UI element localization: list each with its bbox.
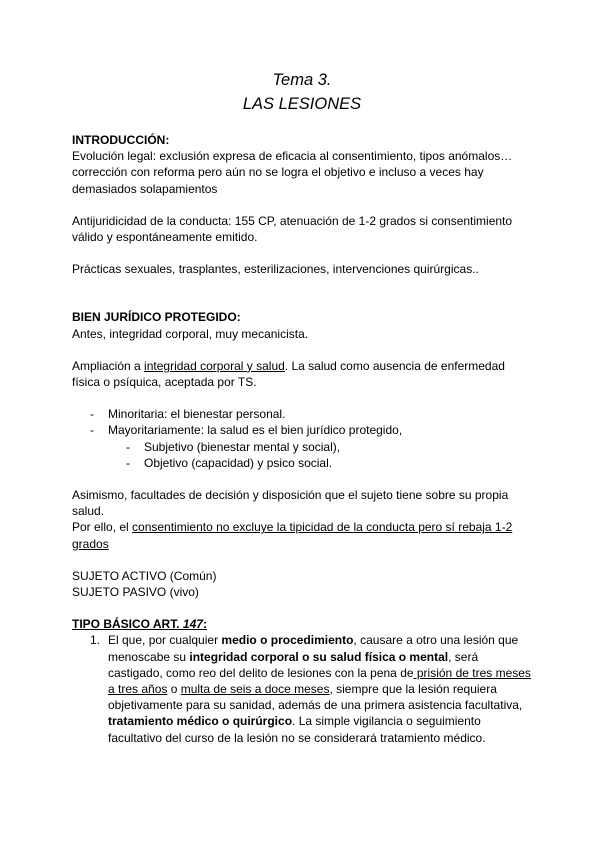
list-dash: - xyxy=(126,439,130,454)
bold-text: integridad corporal o su salud física o mental xyxy=(189,649,449,664)
text-run: TIPO BÁSICO ART. xyxy=(72,617,183,632)
bien-juridico-heading: BIEN JURÍDICO PROTEGIDO: xyxy=(72,310,241,325)
text-run: . La salud como ausencia de enfermedad física o psíquica, aceptada por TS. xyxy=(72,358,505,390)
underlined-text: multa de seis a doce meses xyxy=(180,682,330,697)
document-title xyxy=(72,68,532,116)
underlined-text: prisión de tres meses a tres años xyxy=(108,665,531,697)
sublist-item-text: Subjetivo (bienestar mental y social), xyxy=(144,439,341,454)
list-dash: - xyxy=(126,455,130,470)
sujetos-section xyxy=(72,568,532,600)
underlined-text: integridad corporal y salud xyxy=(144,358,285,373)
text-run: El que, por cualquier xyxy=(108,633,222,648)
list-item xyxy=(72,422,532,438)
bien-paragraph-3: Asimismo, facultades de decisión y disposición que el sujeto tiene sobre su propia salud. xyxy=(72,488,509,519)
text-run: Por ello, el xyxy=(72,520,133,535)
bien-paragraph-2 xyxy=(72,358,532,390)
bold-text: medio o procedimiento xyxy=(221,633,354,648)
tipo-basico-section xyxy=(72,616,532,746)
sublist-item xyxy=(72,439,532,455)
list-item-text: Minoritaria: el bienestar personal. xyxy=(108,407,286,422)
text-run: , siempre que la lesión requiera objetivamente para su sanidad, además de una primera asistencia facultativa, xyxy=(108,682,523,713)
intro-heading: INTRODUCCIÓN: xyxy=(72,133,170,147)
text-run: , será castigado, como reo del delito de lesiones con la pena de xyxy=(108,649,479,680)
intro-paragraph-2: Antijuridicidad de la conducta: 155 CP, atenuación de 1-2 grados si consentimiento válido y espontáneamente emitido. xyxy=(72,213,513,245)
item-number: 1. xyxy=(90,633,101,648)
title-line-1: Tema 3. xyxy=(272,71,332,89)
title-line-2: LAS LESIONES xyxy=(242,95,362,113)
bien-paragraph-1: Antes, integridad corporal, muy mecanicista. xyxy=(72,326,309,341)
bien-juridico-section xyxy=(72,309,532,551)
bien-paragraph-4 xyxy=(72,519,532,551)
bold-text: tratamiento médico o quirúrgico xyxy=(108,714,293,729)
document-page xyxy=(72,68,532,746)
intro-paragraph-3: Prácticas sexuales, trasplantes, esterilizaciones, intervenciones quirúrgicas.. xyxy=(72,262,479,277)
sublist-item xyxy=(72,455,532,471)
list-item-text: Mayoritariamente: la salud es el bien jurídico protegido, xyxy=(108,423,403,438)
article-number: 147 xyxy=(182,617,203,632)
intro-section xyxy=(72,132,532,277)
numbered-item xyxy=(72,632,532,745)
text-run: . La simple vigilancia o seguimiento facultativo del curso de la lesión no se considerará tratamiento médico. xyxy=(108,714,486,745)
list-dash: - xyxy=(90,423,94,438)
intro-paragraph-1: Evolución legal: exclusión expresa de eficacia al consentimiento, tipos anómalos… corrección con reforma pero aún no se logra el objetivo e incluso a veces hay demasiados solapamientos xyxy=(72,149,513,196)
list-dash: - xyxy=(90,407,94,422)
sujeto-activo: SUJETO ACTIVO (Común) xyxy=(72,568,217,583)
tipo-basico-heading xyxy=(72,616,532,632)
list-item xyxy=(72,406,532,422)
sujeto-pasivo: SUJETO PASIVO (vivo) xyxy=(72,585,199,600)
text-run: o xyxy=(167,682,181,697)
text-run: : xyxy=(202,617,207,632)
underlined-text: consentimiento no excluye la tipicidad de la conducta pero sí rebaja 1-2 grados xyxy=(72,520,513,551)
sublist-item-text: Objetivo (capacidad) y psico social. xyxy=(144,455,333,470)
text-run: Ampliación a xyxy=(72,358,145,373)
text-run: , causare a otro una lesión que menoscabe su xyxy=(108,633,519,664)
